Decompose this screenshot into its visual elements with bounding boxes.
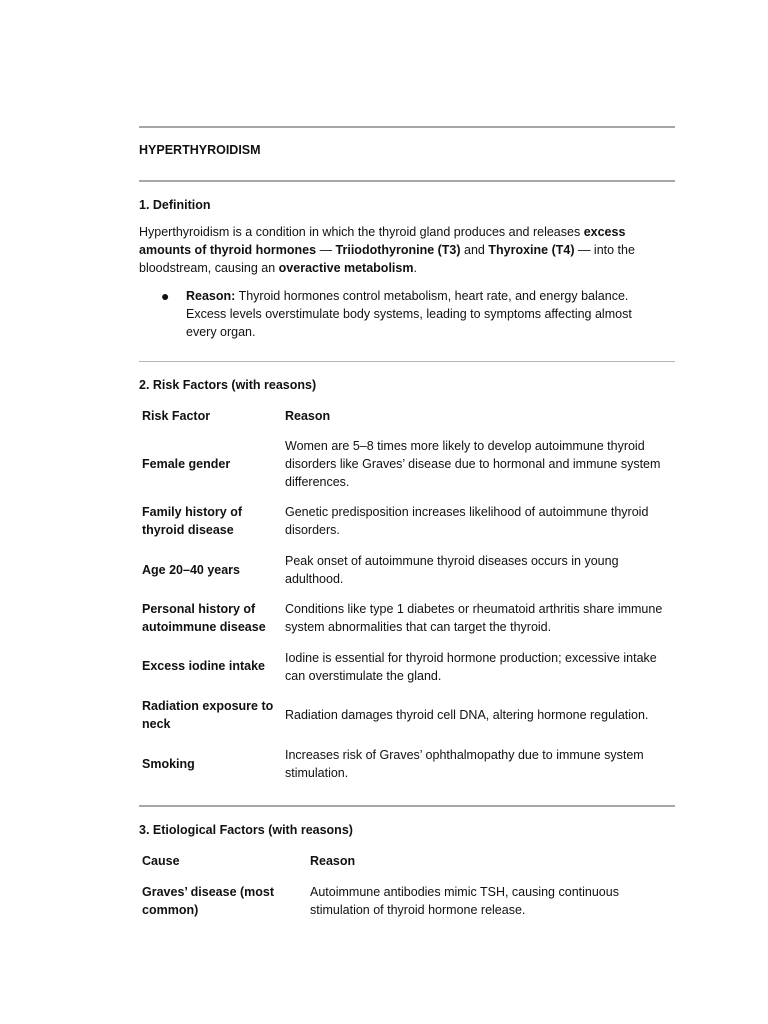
- definition-bold-1: excess amounts of thyroid hormones: [139, 225, 626, 257]
- top-divider: [139, 126, 675, 128]
- risk-reason-cell: Genetic predisposition increases likelihood of autoimmune thyroid disorders.: [285, 505, 649, 537]
- bullet-dot-icon: ●: [161, 288, 170, 304]
- risk-factor-cell: Excess iodine intake: [142, 659, 265, 673]
- definition-bold-4: overactive metabolism: [278, 261, 414, 275]
- document-title: HYPERTHYROIDISM: [139, 143, 261, 157]
- bullet-text: [186, 287, 656, 341]
- etiology-col-header-cause: Cause: [142, 854, 180, 868]
- risk-factor-cell: Family history of thyroid disease: [142, 505, 243, 537]
- etiology-reason-cell: Autoimmune antibodies mimic TSH, causing continuous stimulation of thyroid hormone release.: [310, 885, 619, 917]
- etiology-col-header-reason: Reason: [310, 854, 356, 868]
- definition-bold-3: Thyroxine (T4): [488, 243, 575, 257]
- risk-factor-cell: Personal history of autoimmune disease: [142, 602, 266, 634]
- definition-heading: 1. Definition: [139, 198, 211, 212]
- section-divider-1: [139, 361, 675, 362]
- risk-reason-cell: Women are 5–8 times more likely to develop autoimmune thyroid disorders like Graves’ disease due to hormonal and immune system differences.: [285, 439, 661, 489]
- risk-reason-cell: Iodine is essential for thyroid hormone production; excessive intake can overstimulate the gland.: [285, 651, 657, 683]
- definition-paragraph: [139, 223, 675, 277]
- risk-col-header-reason: Reason: [285, 409, 331, 423]
- definition-text-1: Hyperthyroidism is a condition in which the thyroid gland produces and releases: [139, 225, 584, 239]
- definition-text-2: —: [316, 243, 336, 257]
- bullet-body: Thyroid hormones control metabolism, heart rate, and energy balance. Excess levels overstimulate body systems, leading to symptoms affecting almost every organ.: [186, 289, 632, 339]
- risk-factors-heading: 2. Risk Factors (with reasons): [139, 378, 317, 392]
- definition-bold-2: Triiodothyronine (T3): [335, 243, 461, 257]
- definition-text-3: and: [460, 243, 489, 257]
- definition-text-4: — into the bloodstream, causing an: [139, 243, 635, 275]
- etiological-heading: 3. Etiological Factors (with reasons): [139, 823, 353, 837]
- risk-factor-cell: Female gender: [142, 457, 231, 471]
- risk-factor-cell: Smoking: [142, 757, 195, 771]
- risk-reason-cell: Increases risk of Graves’ ophthalmopathy due to immune system stimulation.: [285, 748, 644, 780]
- risk-factor-cell: Radiation exposure to neck: [142, 699, 274, 731]
- etiology-cause-cell: Graves’ disease (most common): [142, 885, 275, 917]
- risk-reason-cell: Peak onset of autoimmune thyroid diseases occurs in young adulthood.: [285, 554, 619, 586]
- risk-col-header-factor: Risk Factor: [142, 409, 211, 423]
- risk-reason-cell: Conditions like type 1 diabetes or rheumatoid arthritis share immune system abnormalities that can target the thyroid.: [285, 602, 663, 634]
- risk-factor-cell: Age 20–40 years: [142, 563, 240, 577]
- bullet-label: Reason:: [186, 289, 236, 303]
- section-divider-2: [139, 805, 675, 807]
- risk-reason-cell: Radiation damages thyroid cell DNA, altering hormone regulation.: [285, 708, 649, 722]
- definition-text-5: .: [413, 261, 417, 275]
- title-divider: [139, 180, 675, 182]
